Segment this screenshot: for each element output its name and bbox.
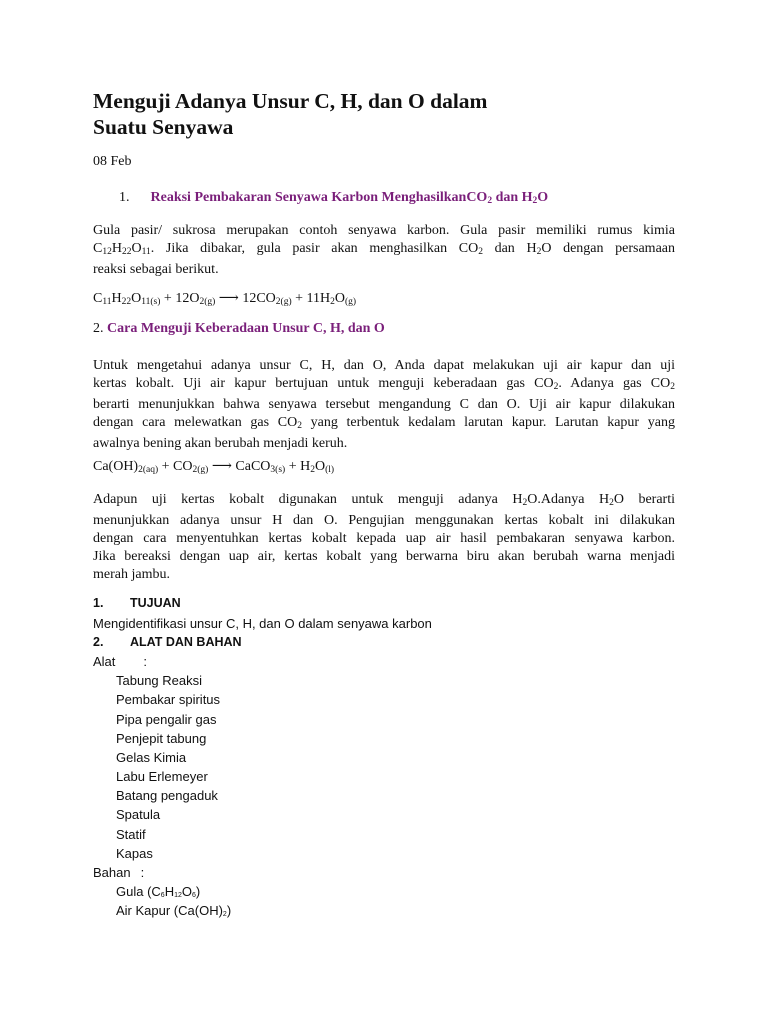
text-run: O.Adanya H xyxy=(527,492,610,507)
s1-line-2 xyxy=(93,240,675,261)
text-run: O xyxy=(131,241,142,256)
text-run: kertas kobalt. Uji air kapur bertujuan untuk menguji keberadaan gas CO xyxy=(93,376,554,391)
text-run: ⟶ 12CO xyxy=(215,291,276,306)
bahan-label-row xyxy=(93,865,144,880)
subscript: 6 xyxy=(192,892,196,899)
section-1-title-sub: 2 xyxy=(487,196,493,206)
text-run: dengan cara melewatkan gas CO xyxy=(93,415,298,430)
section-1-heading xyxy=(119,190,548,206)
subscript: 11(s) xyxy=(141,297,161,307)
text-run: O xyxy=(181,884,193,899)
section-1-title-text: Reaksi Pembakaran Senyawa Karbon MenghasilkanCO xyxy=(150,190,488,205)
s2p1-line-4 xyxy=(93,414,675,435)
section-1-paragraph xyxy=(93,222,675,279)
s2p1-line-5: awalnya bening akan berubah menjadi keruh. xyxy=(93,436,348,451)
section-2-paragraph-2 xyxy=(93,491,675,584)
text-run: Adapun uji kertas kobalt digunakan untuk menguji adanya H xyxy=(93,492,523,507)
section-2-heading xyxy=(93,321,385,337)
s2p1-line-1: Untuk mengetahui adanya unsur C, H, dan O, Anda dapat melakukan uji air kapur dan uji xyxy=(93,358,675,373)
title-line-1: Menguji Adanya Unsur C, H, dan O dalam xyxy=(93,89,488,113)
text-run: ⟶ CaCO xyxy=(208,459,271,474)
section-1-title xyxy=(151,190,549,205)
subscript: 2 xyxy=(478,247,483,257)
subscript: 2(aq) xyxy=(138,465,159,475)
section-1-title-tail: dan H xyxy=(492,190,533,205)
subscript: 12 xyxy=(102,247,112,257)
subscript: (l) xyxy=(325,465,335,475)
section-2-paragraph-1 xyxy=(93,357,675,453)
title-line-2: Suatu Senyawa xyxy=(93,115,234,139)
s2p2-line-5: merah jambu. xyxy=(93,567,170,582)
text-run: + H xyxy=(285,459,311,474)
subscript: 2(g) xyxy=(275,297,292,307)
alat-item: Tabung Reaksi xyxy=(116,673,202,688)
section-2-title: Cara Menguji Keberadaan Unsur C, H, dan O xyxy=(107,321,385,336)
alat-colon: : xyxy=(143,654,148,669)
bahan-item-air-kapur xyxy=(116,903,231,918)
subscript: 2 xyxy=(609,498,614,508)
s2p1-line-2 xyxy=(93,375,675,396)
subscript: 22 xyxy=(121,297,132,307)
subscript: (g) xyxy=(345,297,357,307)
alat-bahan-number: 2. xyxy=(93,635,104,649)
text-run: . Jika dibakar, gula pasir akan menghasilkan CO xyxy=(150,241,479,256)
s2p2-line-4: Jika bereaksi dengan uap air, kertas kobalt yang berwarna biru akan berubah warna menjadi xyxy=(93,549,675,564)
alat-label: Alat xyxy=(93,654,116,669)
section-1-title-sub2: 2 xyxy=(532,196,538,206)
text-run: H xyxy=(111,291,122,306)
subscript: 2 xyxy=(222,911,227,918)
bahan-colon: : xyxy=(140,865,145,880)
text-run: ) xyxy=(226,903,232,918)
subscript: 6 xyxy=(160,892,165,899)
text-run: + 11H xyxy=(291,291,331,306)
text-run: dan H xyxy=(482,241,537,256)
subscript: 2(g) xyxy=(199,297,216,307)
s2p2-line-3: dengan cara menyentuhkan kertas kobalt kepada uap air hasil pembakaran senyawa karbon. xyxy=(93,531,675,546)
tujuan-title: TUJUAN xyxy=(130,596,181,610)
text-run: O berarti xyxy=(613,492,675,507)
alat-item: Statif xyxy=(116,827,146,842)
tujuan-heading xyxy=(93,596,181,610)
section-2-number: 2. xyxy=(93,321,104,336)
subscript: 11 xyxy=(141,247,151,257)
subscript: 22 xyxy=(121,247,132,257)
text-run: H xyxy=(164,884,175,899)
text-run: + 12O xyxy=(160,291,200,306)
text-run: ) xyxy=(195,884,201,899)
alat-item: Spatula xyxy=(116,807,161,822)
text-run: Gula (C xyxy=(116,884,161,899)
section-1-title-tail2: O xyxy=(537,190,549,205)
post-date: 08 Feb xyxy=(93,154,132,169)
subscript: 2 xyxy=(536,247,542,257)
subscript: 11 xyxy=(102,297,112,307)
text-run: O xyxy=(314,459,326,474)
subscript: 2 xyxy=(310,465,315,475)
subscript: 12 xyxy=(174,892,182,899)
text-run: Air Kapur (Ca(OH) xyxy=(116,903,223,918)
text-run: O xyxy=(334,291,345,306)
text-run: + CO xyxy=(158,459,193,474)
subscript: 2(g) xyxy=(192,465,209,475)
combustion-equation xyxy=(93,290,356,307)
s1-line-3: reaksi sebagai berikut. xyxy=(93,262,219,277)
text-run: Ca(OH) xyxy=(93,459,139,474)
alat-label-row xyxy=(93,654,147,669)
bahan-item-gula xyxy=(116,884,200,899)
alat-item: Batang pengaduk xyxy=(116,788,218,803)
s2p2-line-1 xyxy=(93,491,675,512)
alat-item: Gelas Kimia xyxy=(116,750,187,765)
text-run: yang terbentuk kedalam larutan kapur. Larutan kapur yang xyxy=(301,415,675,430)
subscript: 2 xyxy=(330,297,335,307)
text-run: C xyxy=(93,291,103,306)
subscript: 2 xyxy=(553,382,559,392)
subscript: 3(s) xyxy=(270,465,286,475)
alat-item: Labu Erlemeyer xyxy=(116,769,208,784)
text-run: . Adanya gas CO xyxy=(558,376,671,391)
text-run: H xyxy=(111,241,122,256)
alat-item: Kapas xyxy=(116,846,153,861)
tujuan-number: 1. xyxy=(93,596,104,610)
s2p1-line-3: berarti menunjukkan bahwa senyawa tersebut mengandung C dan O. Uji air kapur dilakukan xyxy=(93,397,675,412)
text-run: C xyxy=(93,241,103,256)
alat-item: Pipa pengalir gas xyxy=(116,712,217,727)
section-1-number: 1. xyxy=(119,190,130,205)
bahan-label: Bahan xyxy=(93,865,131,880)
subscript: 2 xyxy=(297,421,302,431)
alat-item: Pembakar spiritus xyxy=(116,692,221,707)
page-title xyxy=(93,88,653,140)
tujuan-text: Mengidentifikasi unsur C, H, dan O dalam senyawa karbon xyxy=(93,616,432,631)
alat-bahan-title: ALAT DAN BAHAN xyxy=(130,635,242,649)
s1-line-1: Gula pasir/ sukrosa merupakan contoh senyawa karbon. Gula pasir memiliki rumus kimia xyxy=(93,223,675,238)
s2p2-line-2: menunjukkan adanya unsur H dan O. Pengujian menggunakan kertas kobalt ini dilakukan xyxy=(93,513,675,528)
subscript: 2 xyxy=(670,382,675,392)
alat-bahan-heading xyxy=(93,635,242,649)
subscript: 2 xyxy=(522,498,528,508)
alat-item: Penjepit tabung xyxy=(116,731,207,746)
text-run: O xyxy=(131,291,142,306)
lime-water-equation xyxy=(93,458,334,475)
text-run: O dengan persamaan xyxy=(541,241,675,256)
